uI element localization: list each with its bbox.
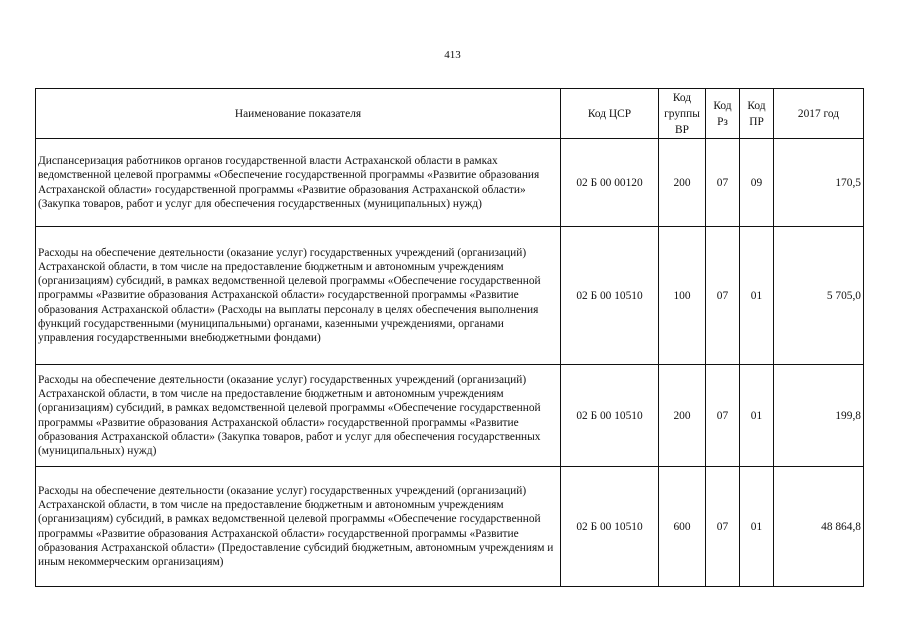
row-rz-code: 07 bbox=[706, 365, 740, 467]
row-csr-code: 02 Б 00 10510 bbox=[561, 467, 659, 587]
table-row bbox=[36, 467, 864, 587]
page-number: 413 bbox=[444, 49, 461, 61]
header-vr-code: Код группы ВР bbox=[659, 89, 706, 139]
row-amount: 48 864,8 bbox=[774, 467, 864, 587]
row-vr-code: 200 bbox=[659, 365, 706, 467]
row-amount: 5 705,0 bbox=[774, 227, 864, 365]
row-name: Расходы на обеспечение деятельности (оказание услуг) государственных учреждений (организаций) Астраханской области, в том числе на предоставление бюджетным и автономным учреждениям (организациям) субсидий, в рамках ведомственной целевой программы «Обеспечение государственной программы «Развитие образования Астраханской области» государственной программы «Развитие образования Астраханской области» (Предоставление субсидий бюджетным, автономным учреждениям и иным некоммерческим организациям) bbox=[36, 467, 561, 587]
table-header-row bbox=[36, 89, 864, 139]
row-name: Расходы на обеспечение деятельности (оказание услуг) государственных учреждений (организаций) Астраханской области, в том числе на предоставление бюджетным и автономным учреждениям (организациям) субсидий, в рамках ведомственной целевой программы «Обеспечение государственной программы «Развитие образования Астраханской области» государственной программы «Развитие образования Астраханской области» (Закупка товаров, работ и услуг для обеспечения государственных (муниципальных) нужд) bbox=[36, 365, 561, 467]
row-csr-code: 02 Б 00 10510 bbox=[561, 365, 659, 467]
header-rz-code: Код Рз bbox=[706, 89, 740, 139]
row-vr-code: 600 bbox=[659, 467, 706, 587]
budget-table bbox=[35, 88, 864, 587]
row-vr-code: 200 bbox=[659, 139, 706, 227]
row-rz-code: 07 bbox=[706, 467, 740, 587]
header-year: 2017 год bbox=[774, 89, 864, 139]
row-pr-code: 01 bbox=[740, 365, 774, 467]
header-pr-code: Код ПР bbox=[740, 89, 774, 139]
row-csr-code: 02 Б 00 00120 bbox=[561, 139, 659, 227]
row-rz-code: 07 bbox=[706, 227, 740, 365]
table-row bbox=[36, 139, 864, 227]
row-amount: 170,5 bbox=[774, 139, 864, 227]
row-rz-code: 07 bbox=[706, 139, 740, 227]
row-name: Диспансеризация работников органов государственной власти Астраханской области в рамках ведомственной целевой программы «Обеспечение государственной программы «Развитие образования Астраханской области» государственной программы «Развитие образования Астраханской области» (Закупка товаров, работ и услуг для обеспечения государственных (муниципальных) нужд) bbox=[36, 139, 561, 227]
row-vr-code: 100 bbox=[659, 227, 706, 365]
row-name: Расходы на обеспечение деятельности (оказание услуг) государственных учреждений (организаций) Астраханской области, в том числе на предоставление бюджетным и автономным учреждениям (организациям) субсидий, в рамках ведомственной целевой программы «Обеспечение государственной программы «Развитие образования Астраханской области» государственной программы «Развитие образования Астраханской области» (Расходы на выплаты персоналу в целях обеспечения выполнения функций государственными (муниципальными) органами, казенными учреждениями, органами управления государственными внебюджетными фондами) bbox=[36, 227, 561, 365]
table-row bbox=[36, 227, 864, 365]
row-csr-code: 02 Б 00 10510 bbox=[561, 227, 659, 365]
row-amount: 199,8 bbox=[774, 365, 864, 467]
header-csr-code: Код ЦСР bbox=[561, 89, 659, 139]
table-row bbox=[36, 365, 864, 467]
header-name: Наименование показателя bbox=[36, 89, 561, 139]
row-pr-code: 01 bbox=[740, 467, 774, 587]
row-pr-code: 01 bbox=[740, 227, 774, 365]
row-pr-code: 09 bbox=[740, 139, 774, 227]
